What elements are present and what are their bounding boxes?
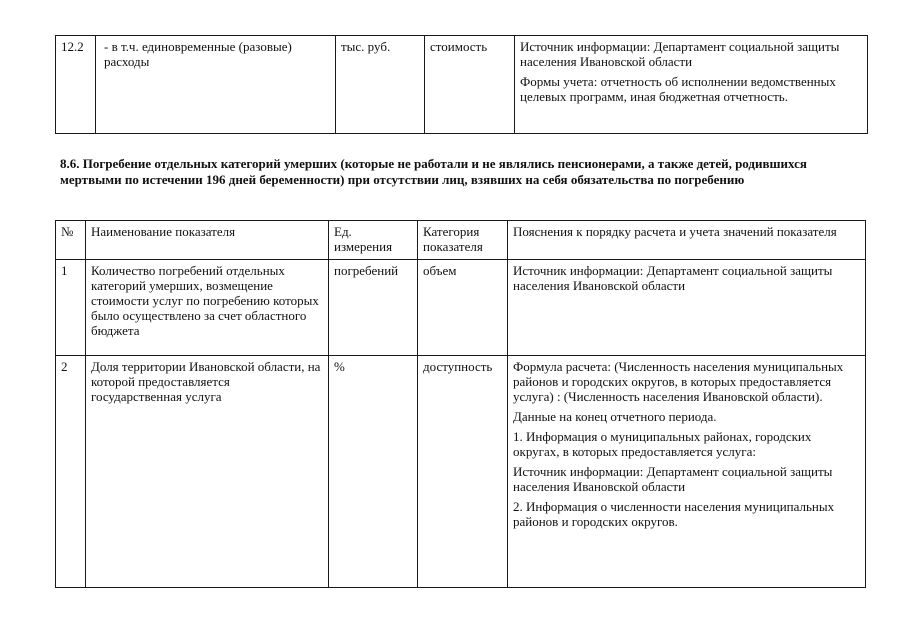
header-unit: Ед. измерения (329, 221, 418, 260)
header-explanation: Пояснения к порядку расчета и учета значений показателя (508, 221, 866, 260)
header-category: Категория показателя (418, 221, 508, 260)
explanation-paragraph: 2. Информация о численности населения муниципальных районов и городских округов. (513, 499, 835, 529)
table-row (56, 356, 866, 588)
explanation-paragraph: Данные на конец отчетного периода. (513, 409, 717, 424)
explanation-cell (508, 260, 866, 356)
header-name: Наименование показателя (86, 221, 329, 260)
row-number: 2 (56, 356, 86, 588)
unit-of-measure: погребений (329, 260, 418, 356)
table-row (56, 36, 868, 134)
explanation-paragraph: Источник информации: Департамент социальной защиты населения Ивановской области (520, 39, 840, 69)
indicator-name: - в т.ч. единовременные (разовые) расходы (96, 36, 336, 134)
explanation-cell (508, 356, 866, 588)
unit-of-measure: % (329, 356, 418, 588)
indicator-category: стоимость (425, 36, 515, 134)
header-number: № (56, 221, 86, 260)
row-number: 12.2 (56, 36, 96, 134)
indicator-name: Количество погребений отдельных категорий умерших, возмещение стоимости услуг по погребению которых было осуществлено за счет областного бюджета (86, 260, 329, 356)
explanation-cell (515, 36, 868, 134)
section-heading: 8.6. Погребение отдельных категорий умерших (которые не работали и не являлись пенсионерами, а также детей, родившихся мертвыми по истечении 196 дней беременности) при отсутствии лиц, взявших на себя обязательства по погребению (60, 156, 807, 187)
explanation-paragraph: Источник информации: Департамент социальной защиты населения Ивановской области (513, 263, 833, 293)
row-number: 1 (56, 260, 86, 356)
explanation-paragraph: Источник информации: Департамент социальной защиты населения Ивановской области (513, 464, 833, 494)
explanation-paragraph: 1. Информация о муниципальных районах, городских округах, в которых предоставляется услуга: (513, 429, 812, 459)
indicator-name: Доля территории Ивановской области, на которой предоставляется государственная услуга (86, 356, 329, 588)
explanation-paragraph: Формы учета: отчетность об исполнении ведомственных целевых программ, иная бюджетная отчетность. (520, 74, 836, 104)
indicator-category: объем (418, 260, 508, 356)
top-table (55, 35, 868, 134)
explanation-paragraph: Формула расчета: (Численность населения муниципальных районов и городских округов, в которых предоставляется услуга) : (Численность населения Ивановской области). (513, 359, 844, 404)
table-row (56, 260, 866, 356)
unit-of-measure: тыс. руб. (336, 36, 425, 134)
table-header-row (56, 221, 866, 260)
indicators-table (55, 220, 866, 588)
indicator-category: доступность (418, 356, 508, 588)
